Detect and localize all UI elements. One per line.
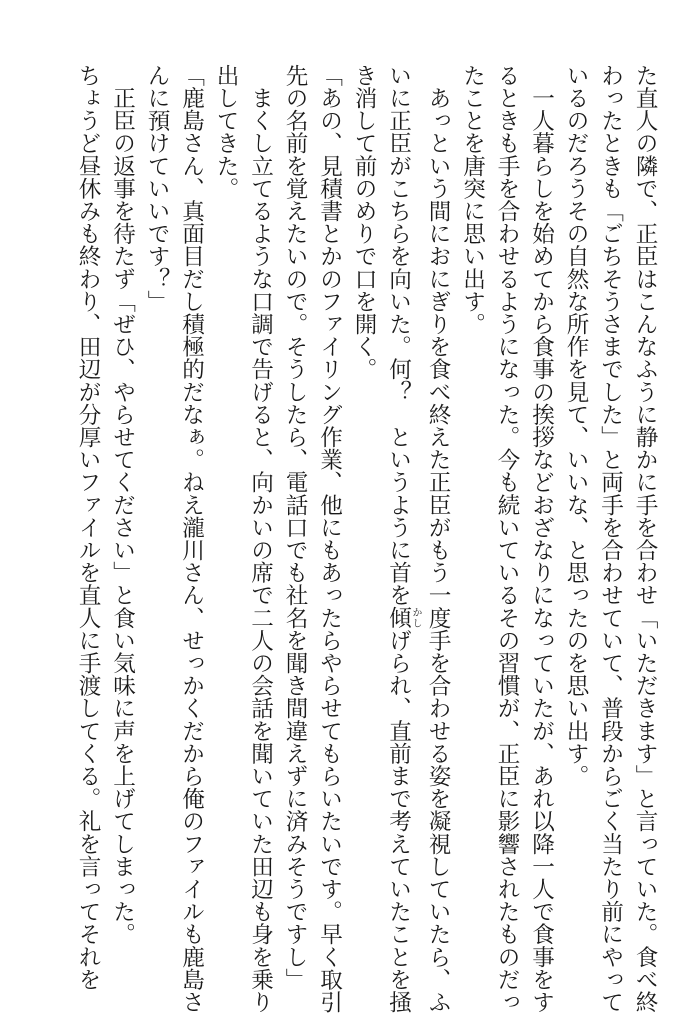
text-line: わったときも「ごちそうさまでした」と両手を合わせていて、普段からごく当たり前にやって <box>597 64 624 1014</box>
text-line: 出してきた。 <box>213 64 239 200</box>
text-line: ちょうど昼休みも終わり、田辺が分厚いファイルを直人に手渡してくる。礼を言ってそれを <box>75 64 101 991</box>
text-line: た直人の隣で、正臣はこんなふうに静かに手を合わせ「いただきます」と言っていた。食べ終 <box>632 64 658 1014</box>
text-line: んに預けていいです？」 <box>144 64 170 313</box>
furigana-reading: かし <box>410 606 421 629</box>
text-line: 「鹿島さん、真面目だし積極的だなぁ。ねえ瀧川さん、せっかくだから俺のファイルも鹿島さ <box>178 64 205 1014</box>
text-line: いるのだろうその自然な所作を見て、いいな、と思ったのを思い出す。 <box>563 64 589 788</box>
text-line: あっという間におにぎりを食べ終えた正臣がもう一度手を合わせる姿を凝視していたら、ふ <box>425 64 451 1014</box>
text-line: 先の名前を覚えたいので。そうしたら、電話口でも社名を聞き間違えずに済みそうですし」 <box>282 64 308 991</box>
text-line: 正臣の返事を待たず「ぜひ、やらせてください」と食い気味に声を上げてしまった。 <box>109 64 136 946</box>
text-line: 一人暮らしを始めてから食事の挨拶などおざなりになっていたが、あれ以降一人で食事をす <box>528 64 555 1014</box>
text-line-with-ruby: いに正臣がこちらを向いた。何？ というように首を傾かしげられ、直前まで考えていたことを掻 <box>385 64 421 1014</box>
furigana-ruby: 傾かし <box>385 606 421 630</box>
text-line: 「あの、見積書とかのファイリング作業、他にもあったらやらせてもらいたいです。早く取引 <box>316 64 343 1014</box>
text-line: たことを唐突に思い出す。 <box>459 64 486 336</box>
text-line: まくし立てるような口調で告げると、向かいの席で二人の会話を聞いていた田辺も身を乗り <box>247 64 274 1014</box>
text-line: るときも手を合わせるようになった。今も続いているその習慣が、正臣に影響されたものだっ <box>494 64 520 1014</box>
text-line: き消して前のめりで口を開く。 <box>351 64 377 381</box>
vertical-text-body <box>71 64 663 1014</box>
